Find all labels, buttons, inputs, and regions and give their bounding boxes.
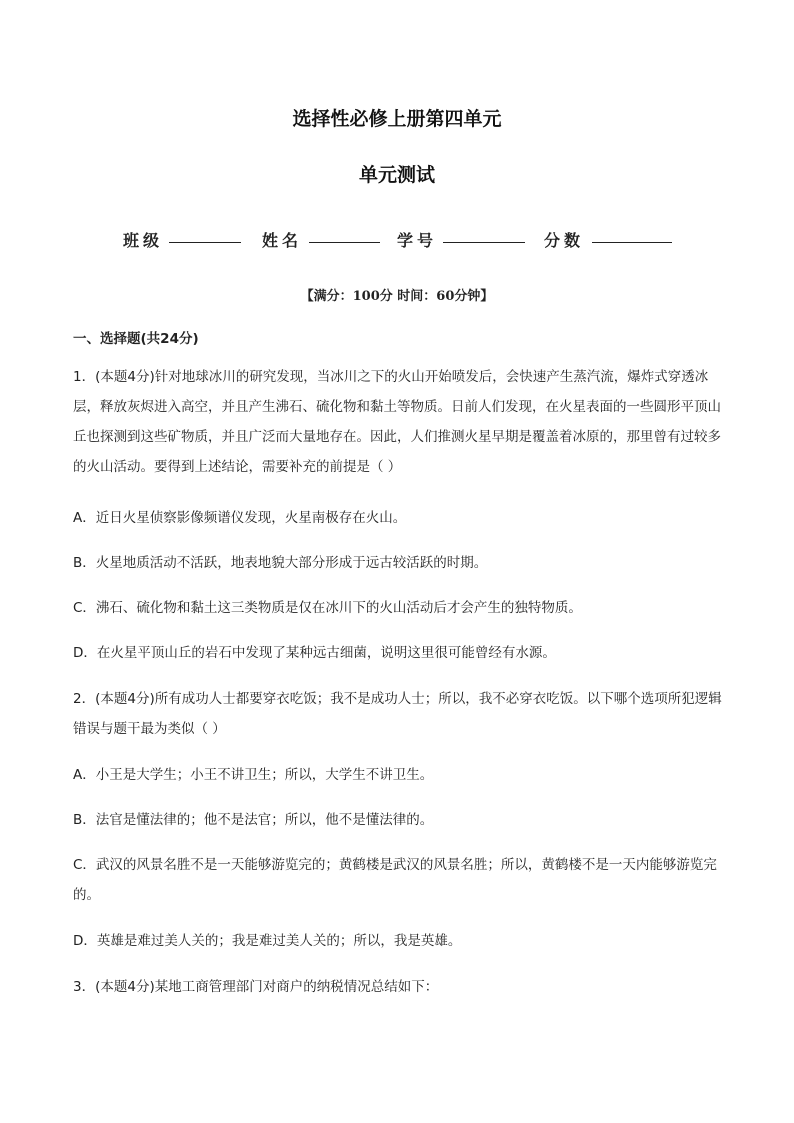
score-label: 分数: [544, 231, 585, 250]
question-2-option-a: A．小王是大学生；小王不讲卫生；所以，大学生不讲卫生。: [73, 767, 434, 783]
question-1-option-c: C．沸石、硫化物和黏土这三类物质是仅在冰川下的火山活动后才会产生的独特物质。: [73, 600, 582, 616]
student-number-label: 学号: [397, 231, 438, 250]
question-1-stem: 1．(本题4分)针对地球冰川的研究发现，当冰川之下的火山开始喷发后，会快速产生蒸汽流，爆炸式穿透冰层，释放灰烬进入高空，并且产生沸石、硫化物和黏土等物质。日前人们发现，在火星表面的一些圆形平顶山丘也探测到这些矿物质，并且广泛而大量地存在。因此，人们推测火星早期是覆盖着冰原的，那里曾有过较多的火山活动。要得到上述结论，需要补充的前提是（ ）: [73, 369, 721, 475]
question-2-option-c: C．武汉的风景名胜不是一天能够游览完的；黄鹤楼是武汉的风景名胜；所以，黄鹤楼不是一天内能够游览完的。: [73, 857, 717, 903]
score-time-note: 【满分：100分 时间：60分钟】: [300, 289, 494, 304]
student-number-field: [397, 226, 527, 250]
document-title: 选择性必修上册第四单元: [292, 108, 502, 130]
name-field: [262, 226, 382, 250]
question-1-option-d: D．在火星平顶山丘的岩石中发现了某种远古细菌，说明这里很可能曾经有水源。: [73, 645, 556, 661]
name-label: 姓名: [262, 231, 303, 250]
question-2-option-d: D．英雄是难过美人关的；我是难过美人关的；所以，我是英雄。: [73, 933, 462, 949]
student-info-row: [123, 226, 683, 252]
score-blank-line: [592, 242, 672, 243]
question-1-option-a: A．近日火星侦察影像频谱仪发现，火星南极存在火山。: [73, 510, 407, 526]
name-blank-line: [309, 242, 380, 243]
class-blank-line: [169, 242, 241, 243]
section-heading: 一、选择题(共24分): [73, 331, 199, 347]
student-number-blank-line: [443, 242, 525, 243]
score-field: [544, 226, 674, 250]
question-3-stem: 3．(本题4分)某地工商管理部门对商户的纳税情况总结如下：: [73, 979, 439, 995]
question-2-stem: 2．(本题4分)所有成功人士都要穿衣吃饭；我不是成功人士；所以，我不必穿衣吃饭。以下哪个选项所犯逻辑错误与题干最为类似（ ）: [73, 691, 722, 737]
question-1-option-b: B．火星地质活动不活跃，地表地貌大部分形成于远古较活跃的时期。: [73, 555, 488, 571]
class-field: [123, 226, 243, 250]
question-2-option-b: B．法官是懂法律的；他不是法官；所以，他不是懂法律的。: [73, 812, 434, 828]
class-label: 班级: [123, 231, 164, 250]
document-subtitle: 单元测试: [358, 164, 435, 186]
